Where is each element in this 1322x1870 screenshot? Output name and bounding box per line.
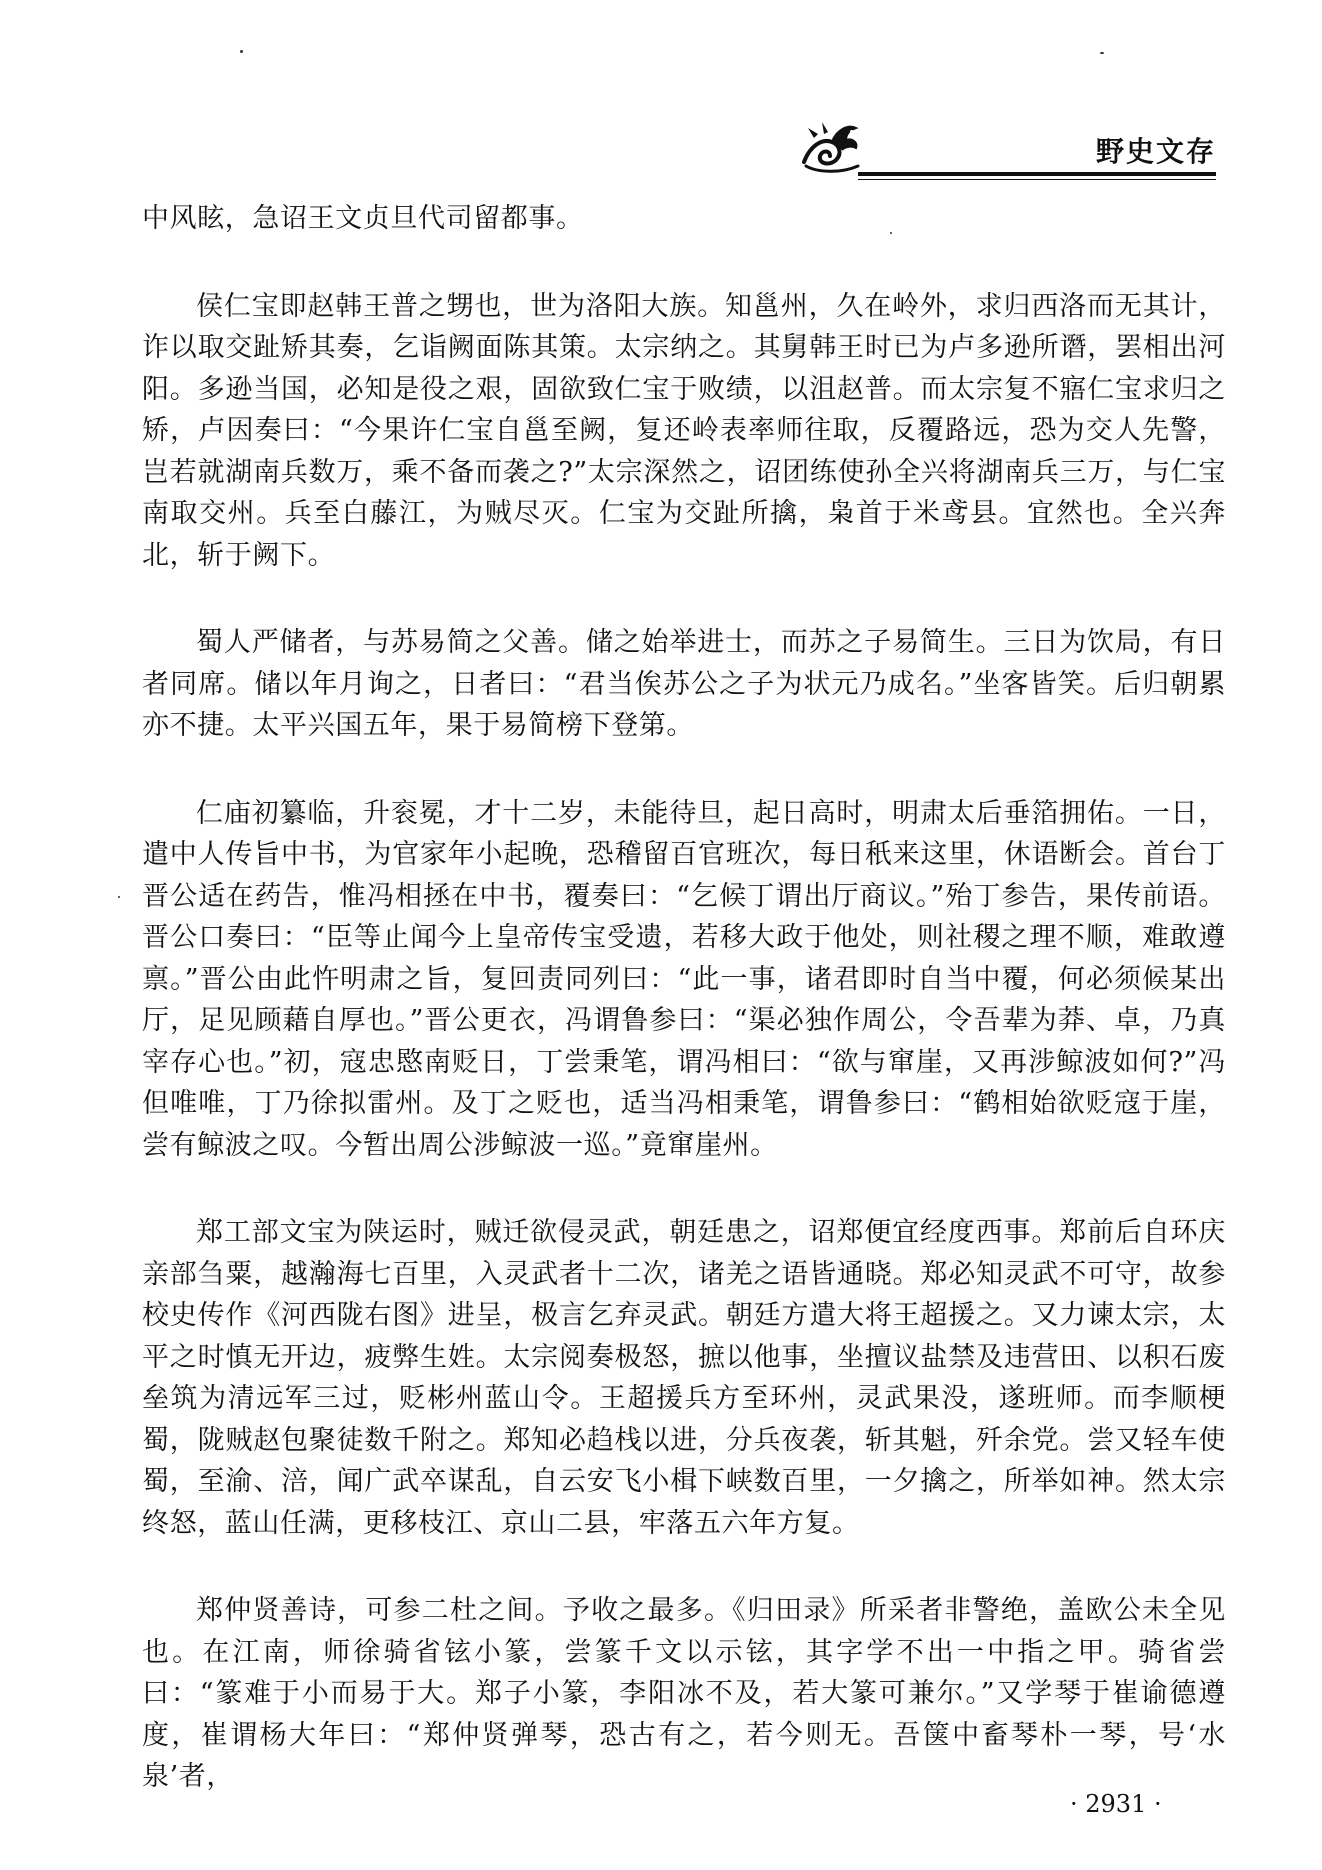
scan-speck — [1100, 52, 1104, 54]
header-rule-thin — [858, 179, 1216, 180]
scan-speck — [118, 896, 120, 898]
header-rule — [858, 172, 1216, 176]
paragraph-hou-renbao: 侯仁宝即赵韩王普之甥也，世为洛阳大族。知邕州，久在岭外，求归西洛而无其计，诈以取交趾矫其奏，乞诣阙面陈其策。太宗纳之。其舅韩王时已为卢多逊所谮，罢相出河阳。多逊当国，必知是役之艰，固欲致仁宝于败绩，以沮赵普。而太宗复不寤仁宝求归之矫，卢因奏曰：“今果许仁宝自邕至阙，复还岭表率师往取，反覆路远，恐为交人先警，岂若就湖南兵数万，乘不备而袭之?”太宗深然之，诏团练使孙全兴将湖南兵三万，与仁宝南取交州。兵至白藤江，为贼尽灭。仁宝为交趾所擒，枭首于米鸢县。宜然也。全兴奔北，斩于阙下。 — [142, 290, 1226, 571]
paragraph-zheng-zhongxian: 郑仲贤善诗，可参二杜之间。予收之最多。《归田录》所采者非警绝，盖欧公未全见也。在江南，师徐骑省铉小篆，尝篆千文以示铉，其字学不出一中指之甲。骑省尝曰：“篆难于小而易于大。郑子小篆，李阳冰不及，若大篆可兼尔。”又学琴于崔谕德遵度，崔谓杨大年曰：“郑仲贤弹琴，恐古有之，若今则无。吾箧中畜琴朴一琴，号‘水泉’者， — [142, 1595, 1226, 1792]
paragraph-continued: 中风眩，急诏王文贞旦代司留都事。 — [142, 203, 584, 234]
paragraph-zheng-wenbao: 郑工部文宝为陕运时，贼迁欲侵灵武，朝廷患之，诏郑便宜经度西事。郑前后自环庆亲部刍粟，越瀚海七百里，入灵武者十二次，诸羌之语皆通晓。郑必知灵武不可守，故参校史传作《河西陇右图》进呈，极言乞弃灵武。朝廷方遣大将王超援之。又力谏太宗，太平之时慎无开边，疲弊生姓。太宗阅奏极怒，摭以他事，坐擅议盐禁及违营田、以积石废垒筑为清远军三过，贬彬州蓝山令。王超援兵方至环州，灵武果没，遂班师。而李顺梗蜀，陇贼赵包聚徒数千附之。郑知必趋栈以进，分兵夜袭，斩其魁，歼余党。尝又轻车使蜀，至渝、涪，闻广武卒谋乱，自云安飞小楫下峡数百里，一夕擒之，所举如神。然太宗终怒，蓝山任满，更移枝江、京山二县，牢落五六年方复。 — [142, 1217, 1226, 1539]
paragraph-yan-chu: 蜀人严储者，与苏易简之父善。储之始举进士，而苏之子易简生。三日为饮局，有日者同席。储以年月询之，日者曰：“君当俟苏公之子为状元乃成名。”坐客皆笑。后归朝累亦不捷。太平兴国五年，果于易简榜下登第。 — [142, 627, 1226, 741]
running-header — [796, 116, 1216, 182]
scan-speck — [240, 50, 243, 53]
dragon-icon — [796, 116, 866, 176]
paragraph-renmiao: 仁庙初纂临，升衮冕，才十二岁，未能待旦，起日高时，明肃太后垂箔拥佑。一日，遣中人传旨中书，为官家年小起晚，恐稽留百官班次，每日秖来这里，休语断会。首台丁晋公适在药告，惟冯相拯在中书，覆奏曰：“乞候丁谓出厅商议。”殆丁参告，果传前语。晋公口奏曰：“臣等止闻今上皇帝传宝受遗，若移大政于他处，则社稷之理不顺，难敢遵禀。”晋公由此忤明肃之旨，复回责同列曰：“此一事，诸君即时自当中覆，何必须候某出厅，足见顾藉自厚也。”晋公更衣，冯谓鲁参曰：“渠必独作周公，令吾辈为莽、卓，乃真宰存心也。”初，寇忠愍南贬日，丁尝秉笔，谓冯相曰：“欲与窜崖，又再涉鲸波如何?”冯但唯唯，丁乃徐拟雷州。及丁之贬也，适当冯相秉笔，谓鲁参曰：“鹤相始欲贬寇于崖，尝有鲸波之叹。今暂出周公涉鲸波一巡。”竟窜崖州。 — [142, 797, 1226, 1161]
scan-speck — [890, 232, 892, 234]
page-number: · 2931 · — [1070, 1790, 1162, 1818]
body-text — [142, 198, 1226, 1798]
header-title: 野史文存 — [1095, 135, 1216, 168]
